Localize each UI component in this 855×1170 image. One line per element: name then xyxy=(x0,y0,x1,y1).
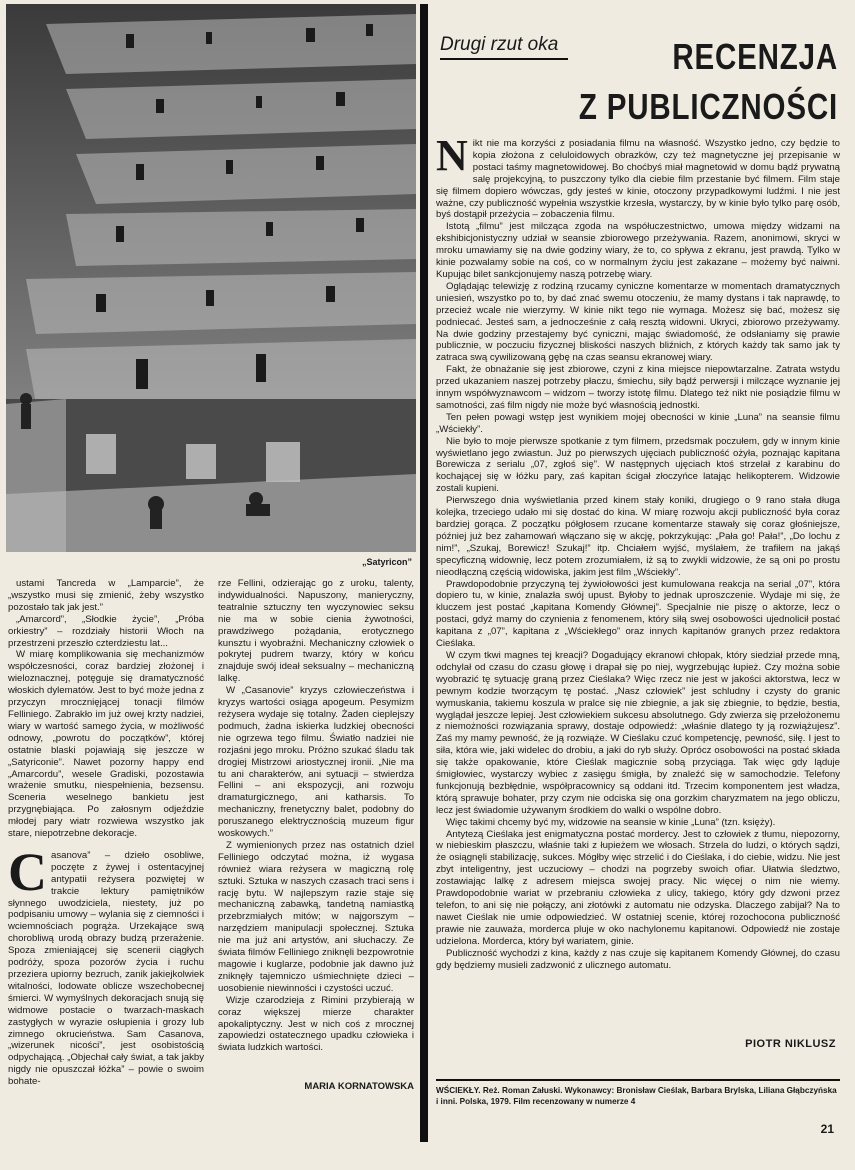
left-article-column-1 xyxy=(8,578,204,1118)
section-kicker: Drugi rzut oka xyxy=(440,34,559,55)
left-article-column-2 xyxy=(218,578,414,1098)
paragraph: „Amarcord”, „Słodkie życie”, „Próba orkiestry” – rozdziały historii Włoch na przestrzeni przeszło czterdziestu lat... xyxy=(8,613,204,649)
paragraph: Wizje czarodzieja z Rimini przybierają w coraz większej mierze charakter apokaliptyczny. Jest w nich coś z mrocznej zapowiedzi ostatecznego upadku człowieka i świata ludzkich wartości. xyxy=(218,994,414,1054)
kicker-rule xyxy=(440,58,568,60)
headline-line-2: Z PUBLICZNOŚCI xyxy=(578,86,838,127)
paragraph: W „Casanovie” kryzys człowieczeństwa i kryzys wartości osiąga apogeum. Pesymizm reżysera wydaje się totalny. Żaden cieplejszy podmuch, żadna iskierka ludzkiej obecności nie ogrzewa tego filmu. Światło nadziei nie rozjaśni jego mroku. Próżno szukać śladu tak drogiej Mistrzowi ariostycznej ironii. „Nie ma tu ani charakterów, ani sytuacji – stwierdza Fellini – ani ekspozycji, ani rozwoju dramaturgicznego, ani katharsis. To mechaniczny, frenetyczny balet, podobny do poruszanego elektrycznością muzeum figur woskowych.” xyxy=(218,685,414,840)
paragraph: Fakt, że obnażanie się jest zbiorowe, czyni z kina miejsce niepowtarzalne. Zatrata wstydu przed ukazaniem naszej potrzeby płaczu, śmiechu, siły bądź perwersji i milczące wyznanie jej innym współwyznawcom – widzom – tworzy istotę filmu. Dlatego też nikt nie posiądzie filmu w samotności, zaś film nigdy nie może być własnością jednostki. xyxy=(436,364,840,411)
paragraph: Oglądając telewizję z rodziną rzucamy cyniczne komentarze w momentach dramatycznych uniesień, wszystko po to, by dać znać swemu otoczeniu, że mamy dystans i tak naprawdę, to przecież wcale nie wierzymy. W kinie nikt tego nie wymaga. Możesz się bać, możesz się podniecać. Jesteś sam, a jednocześnie z całą resztą widowni. Ukryci, zbiorowo przeżywamy. Na dwie godziny przestajemy być cyniczni, mając świadomość, że odsłaniamy się prawie publicznie, w poczuciu fizycznej bliskości naszych bliźnich, z których każdy tak samo jak ty zatraca swą cywilizowaną gębę na czas seansu ekranowej wiary. xyxy=(436,280,840,364)
paragraph: Istotą „filmu” jest milcząca zgoda na współuczestnictwo, umowa między widzami na ekshibicjonistyczny udział w seansie zbiorowego przeżywania. Razem, anonimowi, skryci w mroku umawiamy się na dwie godziny wiary, że to, co spływa z ekranu, jest prawdą. Tylko w kinie pozwalamy sobie na coś, co w normalnym życiu jest zakazane – możemy być naiwni. Kupując bilet sankcjonujemy naszą potrzebę wiary. xyxy=(436,221,840,280)
drop-cap-paragraph xyxy=(8,841,204,1088)
drop-cap: N xyxy=(436,131,468,180)
paragraph: Pierwszego dnia wyświetlania przed kinem stały koniki, drugiego o 9 rano stała długa kolejka, trzeciego udało mi się dostać do kina. W miarę rozwoju akcji publiczność była coraz bardziej gorąca. Z początku półgłosem rzucane komentarze stawały się coraz głośniejsze, później już bez zahamowań włączano się w akcję, pokrzykując: „Pała go! Pała!”, „Do lochu z nim!”, „Szukaj, Borewicz! Szukaj!” itp. Chciałem wyjść, myślałem, że trafiłem na jakąś specyficzną widownię, lecz potem zrozumiałem, iż są to zwykli widzowie, że są oni po prostu nieodłączną częścią widowiska, jakim jest film „Wściekły”. xyxy=(436,495,840,578)
left-author: MARIA KORNATOWSKA xyxy=(304,1081,414,1092)
paragraph: Nie było to moje pierwsze spotkanie z tym filmem, przedsmak poczułem, gdy w innym kinie wyświetlano jego zwiastun. Już po pierwszych ujęciach publiczność ożyła, poznając kapitana Borewicza z serialu „07, zgłoś się”. W następnych ujęciach ktoś strzelał z karabinu do kochającej się w łóżku pary, zaś kapitan ścigał złoczyńce latając helikopterem. Widzowie zostali kupieni. xyxy=(436,435,840,495)
paragraph: W miarę komplikowania się mechanizmów współczesności, coraz bardziej złożonej i wieloznacznej, potęguje się dramatyczność włoskich dylematów. Jest to być może jedna z przyczyn mrocznięjącej tonacji filmów Felliniego. Zabrakło im już owej krzty nadziei, wiary w wartość samego życia, w możliwość odnowy, „powrotu do początków”, której ostatnie blaski pojawiają się jeszcze w „Satyriconie”. Nawet pozorny happy end „Amarcordu”, wesele Gradiski, pozostawia wrażenie smutku, niespełnienia, bezsensu. Sceneria weselnego bankietu jest przygnębiająca. Po załosnym odjeździe młodej pary wiatr rozwiewa wszystko jak stare, niepotrzebne dekoracje. xyxy=(8,649,204,840)
paragraph: Więc takimi chcemy być my, widzowie na seansie w kinie „Luna” (tzn. księży). xyxy=(446,816,776,828)
paragraph: Z wymienionych przez nas ostatnich dziel Felliniego odczytać można, iż wygasa również wiara reżysera w magiczną rolę sztuki. Sztuka w naszych czasach traci sens i rację bytu. W najlepszym razie staje się mechaniczną zabawką, tandetną namiastką przebrzmiałych mitów; w najgorszym – narzędziem manipulacji społecznej. Sztuka nie ma już ani artystów, ani słuchaczy. Ze świata filmów Felliniego zniknęli bezpowrotnie magowie i kuglarze, podobnie jak dawno już zniknęły tajemniczo uśmiechnięte dzieci – uosobienie niewinności i czystości uczuć. xyxy=(218,839,414,994)
paragraph: asanova” – dzieło osobliwe, poczęte z żywej i ostentacyjnej antypatii reżysera pozwiętej w trakcie lektury pamiętników słynnego uwodziciela, niestety, już po podpisaniu umowy – wylania się z ciemności i wciemnościach pogrąża. Urzekające swą chorobliwą urodą obrazy budzą przerażenie. Spoza zmieniającej się scenerii ciągłych podróży, spoza pozorów życia i ruchu przeziera upiorny bezruch, zanik jakiejkolwiek witalności, lodowate oblicze wszechobecnej śmierci. W wymyślnych dekoracjach snują się widmowe postacie o twarzach-maskach zastygłych w wyrazie osłupienia i grozy lub zimnego okrucieństwa. Sam Casanova, „wizerunek nicości”, jest osobistością odpychającą. „Objechał cały świat, a tak jakby nigdy nie opuszczał łóżka” – powie o swoim bohate- xyxy=(8,849,204,1088)
satyricon-photo xyxy=(6,4,416,552)
right-author: PIOTR NIKLUSZ xyxy=(745,1038,836,1050)
paragraph: rze Fellini, odzierając go z uroku, talenty, indywidualności. Napuszony, manieryczny, teatralnie sztuczny ten wyczynowiec seksu nie ma w sobie cienia żywotności, prawdziwego pożądania, erotycznego kunsztu i wyobraźni. Mechaniczny człowiek o pokrytej pudrem twarzy, który w końcu znajduje swój ideał seksualny – mechaniczną lalkę. xyxy=(218,578,414,685)
headline xyxy=(579,32,838,132)
paragraph: Antytezą Cieślaka jest enigmatyczna postać mordercy. Jest to człowiek z tłumu, niepozorny, w niebieskim płaszczu, właśnie taki z łupieżem we włosach. Strzela do ludzi, o których sądzi, że osiągnęli stabilizację, sukces. Mógłby więc strzelić i do Cieślaka, i do ciebie, widzu. Nie jest zbyt inteligentny, jest uczuciowy – chodzi na pogrzeby swoich ofiar. Ułatwia śledztwo, zostawiając lalkę z adresem miejsca swojej pracy. Nic więcej o nim nie wiemy. Prawdopodobnie wariat w przebraniu człowieka z ulicy, takiego, który gdy dzwoni przez telefon, to ani się nie połączy, ani złotówki z automatu nie odzyska. Dlaczego zabijał? Na to nawet Cieślak nie umie odpowiedzieć. W ostatniej scenie, której rozochocona publiczność prawie nie zauważa, mordercа pluje w oko nachylonemu kapitanowi. Odpowiedź nie zostaje udzielona. Morderca, który był wariatem, ginie. xyxy=(436,828,840,947)
paragraph: W czym tkwi magnes tej kreacji? Dogadujący ekranowi chłopak, który siedział przede mną, odchylał od czasu do czasu głowę i drapał się po niej, wygrzebując łupież. Czy można sobie wyobrazić tę sytuację graną przez Cieślaka? Więc rzecz nie jest w jakości aktorstwa, lecz w pewnym kodzie tworzącym tę postać. „Nasz człowiek” jest schludny i czysty do granic wymuskania, takiemu koszula w pralce się nie zbiegnie, a jak się zbiegnie, to będzie, bestia, wyglądał jeszcze lepiej. Jest człowiekiem sukcesu absolutnego. Gdy zwierza się przełożonemu z niemożności rozwiązania sprawy, dostaje odpowiedź: „właśnie dlatego ty ją rozwiążujesz”. Zaś my mamy pewność, że ją rozwiąże. W Cieślaku czuć kompetencję, pewność, siłę. I jest to siła, która wie, jaki widelec do drobiu, a jaki do ryb służy. Oprócz osobowości na postać składa się także opakowanie, które Cieślak magicznie sobą przyciąga. Tak więc gdy ląduje śmigłowiec, wystarczy wybiec z zasięgu śmigła, by znaleźć się w samochodzie. Telefony funkcjonują bezbłędnie, współpracownicy są oddani itd. Trzecim komponentem jest władza, którą sprawuje bohater, przy czym nie odciska się ona gorzkim charyzmatem na jego obliczu, lecz jest świadomie używanym środkiem do walki o wspólne dobro. xyxy=(436,649,840,816)
right-article-body xyxy=(436,131,840,971)
drop-cap: C xyxy=(8,841,47,902)
left-article xyxy=(8,578,414,1118)
paragraph: Ten pełen powagi wstęp jest wynikiem mojej obecności w kinie „Luna” na seansie filmu „Wściekły”. xyxy=(436,411,840,435)
paragraph: ikt nie ma korzyści z posiadania filmu na własność. Wszystko jedno, czy będzie to kopia złożona z celuloidowych obrazków, czy też magnetyczne jej przepisanie w postaci taśmy magnetowidowej. Bo choćbyś miał magnetowid w domu bądź prywatną salę projekcyjną, to puszczony tylko dla ciebie film przestanie być filmem. Film staje się filmem dopiero wówczas, gdy jesteś w kinie, otoczony przypadkowymi ludźmi. I nie jest ważne, czy publiczność wypełnia wszystkie krzesła, wystarczy, by w kinie było tylko parę osób, byś dostąpił przeżycia – zobaczenia filmu. xyxy=(436,138,840,221)
paragraph: Publiczność wychodzi z kina, każdy z nas czuje się kapitanem Komendy Głównej, do czasu gdy będziemy musieli zadzwonić z ulicznego automatu. xyxy=(436,947,840,971)
film-credits: WŚCIEKŁY. Reż. Roman Załuski. Wykonawcy: Bronisław Cieślak, Barbara Brylska, Liliana Głąbczyńska i inni. Polska, 1979. Film recenzowany w numerze 4 xyxy=(436,1086,837,1106)
drop-cap-paragraph xyxy=(436,131,840,221)
paragraph: ustami Tancreda w „Lamparcie”, że „wszystko musi się zmienić, żeby wszystko pozostało tak jak jest.” xyxy=(8,578,204,613)
paragraph: Prawdopodobnie przyczyną tej żywiołowości jest kumulowana reakcja na serial „07”, która dopiero tu, w kinie, znalazła swój upust. Byłoby to jednak uproszczenie. Wydaje mi się, że kluczem jest postać „kapitana Komendy Głównej”. Specjalnie nie piszę o aktorze, lecz o postaci, gdyż mamy do czynienia z fenomenem, który siłą swej osobowości ujednolicił postać kapitana z „07”, kapitana z „Wściekłego” oraz innych kapitanów granych przez redaktora Cieślaka. xyxy=(436,578,840,650)
credits-rule xyxy=(436,1079,840,1081)
headline-line-1: RECENZJA xyxy=(672,36,838,77)
photo-caption: „Satyricon” xyxy=(361,557,412,567)
column-divider xyxy=(420,4,428,1142)
page-number: 21 xyxy=(820,1122,834,1136)
right-article xyxy=(436,4,842,1154)
